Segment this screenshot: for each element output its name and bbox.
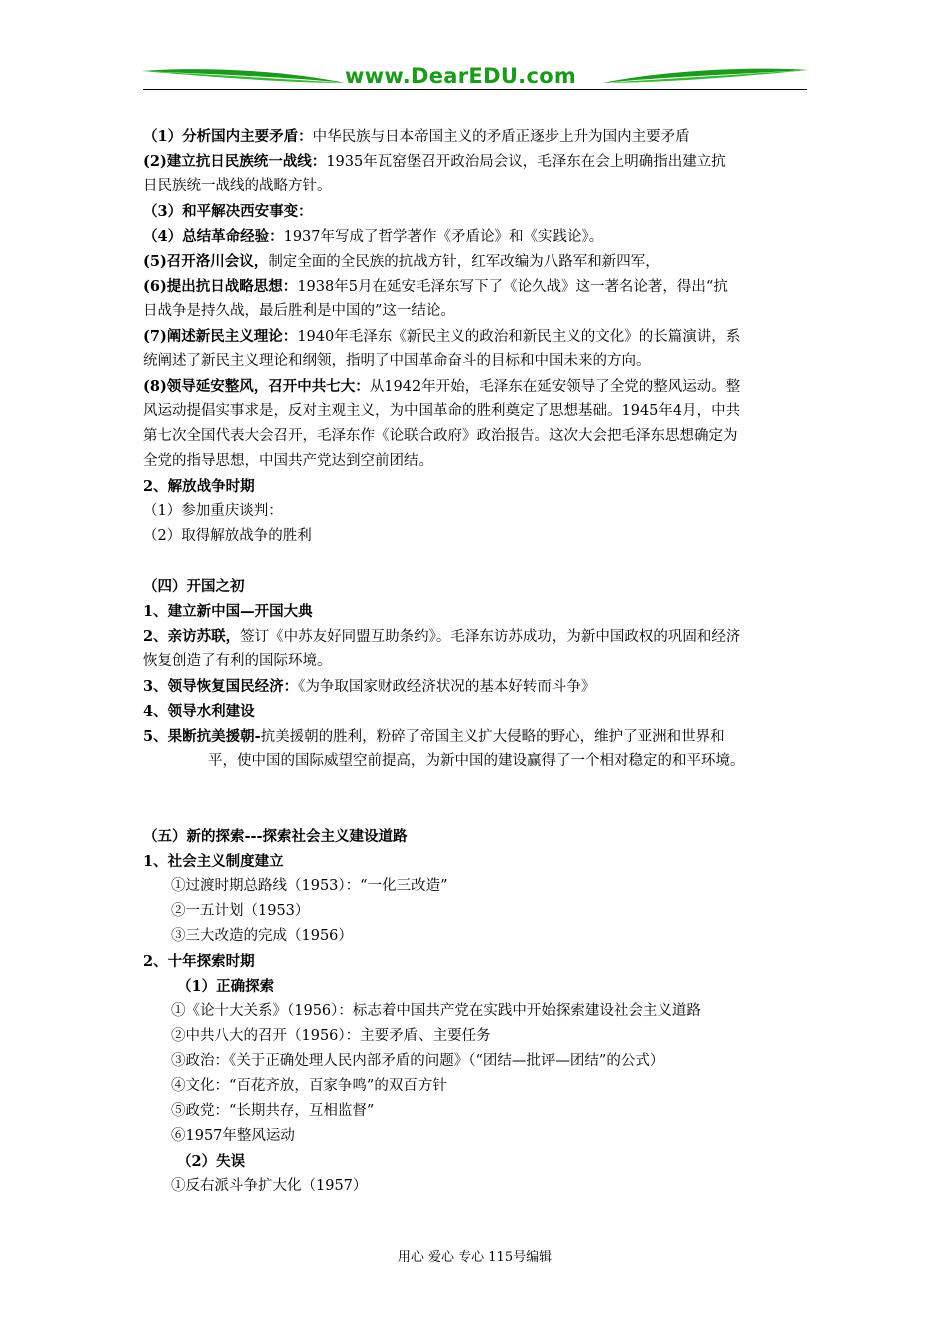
line-text: 全党的指导思想，中国共产党达到空前团结。: [143, 453, 433, 469]
text-line: [143, 1049, 815, 1074]
line-text: 日战争是持久战，最后胜利是中国的”这一结论。: [143, 303, 455, 319]
text-line: [143, 674, 815, 699]
text-line: [143, 1149, 815, 1174]
line-text: 制定全面的全民族的抗战方针，红军改编为八路军和新四军，: [268, 254, 660, 270]
line-text: 签订《中苏友好同盟互助条约》。毛泽东访苏成功，为新中国政权的巩固和经济: [240, 629, 741, 645]
line-text: 《为争取国家财政经济状况的基本好转而斗争》: [298, 679, 596, 695]
line-heading: （3）和平解决西安事变：: [143, 203, 313, 220]
blank-line: [143, 549, 815, 574]
text-line: [143, 999, 815, 1024]
text-line: [143, 399, 815, 424]
line-text: 统阐述了新民主义理论和纲领，指明了中国革命奋斗的目标和中国未来的方向。: [143, 353, 651, 369]
line-heading: 1、建立新中国—开国大典: [143, 603, 313, 620]
line-text: 从1942年开始，毛泽东在延安领导了全党的整风运动。整: [369, 379, 741, 395]
line-heading: （4）总结革命经验：: [143, 228, 284, 245]
line-text: 恢复创造了有利的国际环境。: [143, 653, 332, 669]
line-heading: （四）开国之初: [143, 578, 245, 595]
text-line: [143, 174, 815, 199]
line-heading: (2)建立抗日民族统一战线：: [143, 153, 327, 170]
site-logo: www.DearEDU.com: [345, 64, 577, 88]
text-line: [143, 724, 815, 749]
line-text: ⑤政党：“长期共存，互相监督”: [171, 1103, 375, 1119]
line-text: ①过渡时期总路线（1953）：“一化三改造”: [171, 878, 448, 894]
line-text: 抗美援朝的胜利，粉碎了帝国主义扩大侵略的野心，维护了亚洲和世界和: [260, 729, 725, 745]
line-heading: 2、亲访苏联，: [143, 628, 241, 645]
text-line: [143, 899, 815, 924]
line-text: ②一五计划（1953）: [171, 903, 310, 919]
text-line: [143, 974, 815, 999]
text-line: [143, 849, 815, 874]
blank-line: [143, 774, 815, 799]
text-line: [143, 224, 815, 249]
line-text: 平，使中国的国际威望空前提高，为新中国的建设赢得了一个相对稳定的和平环境。: [208, 753, 745, 769]
text-line: [143, 699, 815, 724]
text-line: [143, 499, 815, 524]
text-line: [143, 1124, 815, 1149]
line-heading: 3、领导恢复国民经济：: [143, 678, 299, 695]
text-line: [143, 874, 815, 899]
line-text: 日民族统一战线的战略方针。: [143, 178, 332, 194]
text-line: [143, 199, 815, 224]
text-line: [143, 1099, 815, 1124]
line-text: 第七次全国代表大会召开，毛泽东作《论联合政府》政治报告。这次大会把毛泽东思想确定为: [143, 428, 738, 444]
text-line: [143, 249, 815, 274]
line-heading: (5)召开洛川会议，: [143, 253, 269, 270]
text-line: [143, 449, 815, 474]
line-heading: (6)提出抗日战略思想：: [143, 278, 298, 295]
text-line: [143, 124, 815, 149]
line-text: ①反右派斗争扩大化（1957）: [171, 1178, 368, 1194]
text-line: [143, 574, 815, 599]
line-heading: （1）分析国内主要矛盾：: [143, 128, 313, 145]
text-line: [143, 274, 815, 299]
line-heading: 1、社会主义制度建立: [143, 853, 284, 870]
text-line: [143, 474, 815, 499]
text-line: [143, 299, 815, 324]
line-text: ③三大改造的完成（1956）: [171, 928, 353, 944]
line-text: （1）参加重庆谈判：: [143, 503, 283, 519]
text-line: [143, 749, 815, 774]
text-line: [143, 149, 815, 174]
line-text: 中华民族与日本帝国主义的矛盾正逐步上升为国内主要矛盾: [312, 129, 690, 145]
header-rule: [143, 89, 807, 90]
text-line: [143, 324, 815, 349]
text-line: [143, 349, 815, 374]
text-line: [143, 649, 815, 674]
line-heading: (7)阐述新民主义理论：: [143, 328, 298, 345]
line-text: 1938年5月在延安毛泽东写下了《论久战》这一著名论著，得出“抗: [297, 279, 728, 295]
document-body: [143, 124, 815, 1199]
line-text: 1937年写成了哲学著作《矛盾论》和《实践论》。: [283, 229, 604, 245]
text-line: [143, 599, 815, 624]
line-text: （2）取得解放战争的胜利: [143, 528, 312, 544]
site-header: [140, 62, 810, 92]
line-heading: （1）正确探索: [177, 978, 275, 995]
line-text: 1935年瓦窑堡召开政治局会议，毛泽东在会上明确指出建立抗: [326, 154, 726, 170]
line-text: ①《论十大关系》（1956）：标志着中国共产党在实践中开始探索建设社会主义道路: [171, 1003, 701, 1019]
line-text: ④文化：“百花齐放，百家争鸣”的双百方针: [171, 1078, 447, 1094]
line-text: ⑥1957年整风运动: [171, 1128, 295, 1144]
line-text: ②中共八大的召开（1956）：主要矛盾、主要任务: [171, 1028, 491, 1044]
text-line: [143, 949, 815, 974]
text-line: [143, 924, 815, 949]
text-line: [143, 1024, 815, 1049]
text-line: [143, 424, 815, 449]
text-line: [143, 624, 815, 649]
line-heading: 5、果断抗美援朝-: [143, 728, 261, 745]
line-text: 1940年毛泽东《新民主义的政治和新民主义的文化》的长篇演讲，系: [297, 329, 741, 345]
blank-line: [143, 799, 815, 824]
line-text: 风运动提倡实事求是，反对主观主义，为中国革命的胜利奠定了思想基础。1945年4月，中共: [143, 403, 741, 419]
line-heading: 2、十年探索时期: [143, 953, 255, 970]
line-heading: （五）新的探索---探索社会主义建设道路: [143, 828, 408, 845]
text-line: [143, 524, 815, 549]
line-text: ③政治：《关于正确处理人民内部矛盾的问题》（“团结—批评—团结”的公式）: [171, 1053, 665, 1069]
line-heading: 4、领导水利建设: [143, 703, 255, 720]
page-footer: 用心 爱心 专心 115号编辑: [397, 1250, 553, 1265]
text-line: [143, 1174, 815, 1199]
line-heading: (8)领导延安整风，召开中共七大：: [143, 378, 370, 395]
text-line: [143, 824, 815, 849]
line-heading: （2）失误: [177, 1153, 246, 1170]
text-line: [143, 374, 815, 399]
line-heading: 2、解放战争时期: [143, 478, 255, 495]
text-line: [143, 1074, 815, 1099]
